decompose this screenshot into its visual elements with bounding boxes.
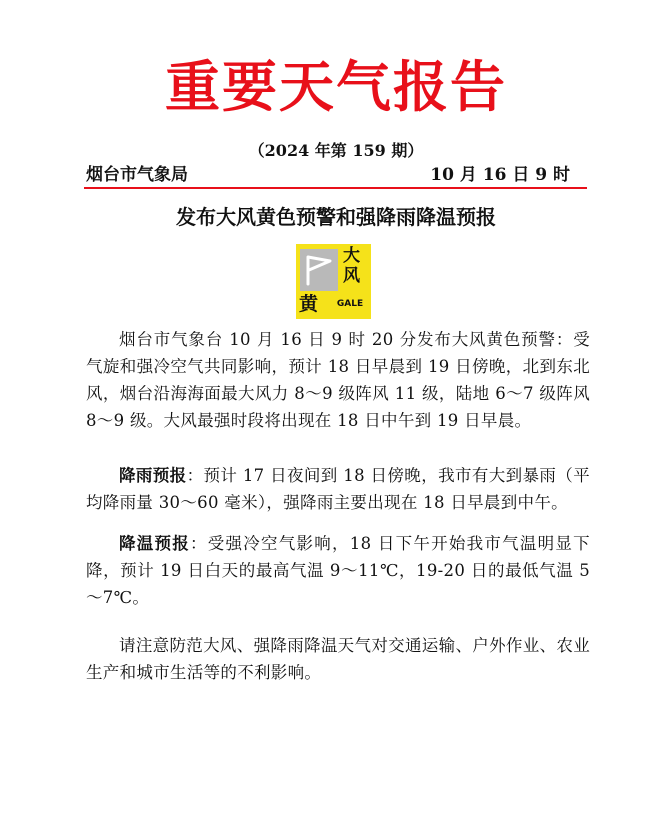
signal-color-char: 黄 (299, 293, 319, 315)
gale-warning-paragraph: 烟台市气象台 10 月 16 日 9 时 20 分发布大风黄色预警：受气旋和强冷空气共同影响，预计 18 日早晨到 19 日傍晚，北到东北风，烟台沿海海面最大风力 8～9 级阵风 11 级，陆地 6～7 级阵风 8～9 级。大风最强时段将出现在 18 日中午到 19 日早晨。 (86, 330, 590, 430)
issue-number: （2024 年第 159 期） (248, 141, 424, 160)
signal-char-2: 风 (343, 266, 360, 286)
signal-english-label: GALE (336, 299, 364, 309)
rain-forecast-label: 降雨预报 (119, 466, 187, 485)
rain-forecast-text: ：预计 17 日夜间到 18 日傍晚，我市有大到暴雨（平均降雨量 30～60 毫米），强降雨主要出现在 18 日早晨到中午。 (86, 466, 590, 512)
wind-flag-icon (300, 249, 338, 291)
signal-char-1: 大 (343, 246, 360, 266)
rain-forecast-paragraph (86, 462, 590, 516)
report-masthead: 重要天气报告 (164, 54, 507, 119)
cooling-forecast-label: 降温预报 (119, 534, 191, 553)
cooling-forecast-text: ：受强冷空气影响，18 日下午开始我市气温明显下降，预计 19 日白天的最高气温 9～11℃，19-20 日的最低气温 5～7℃。 (86, 534, 590, 607)
gale-yellow-warning-signal (296, 244, 371, 319)
report-headline: 发布大风黄色预警和强降雨降温预报 (176, 205, 496, 229)
cooling-forecast-paragraph (86, 530, 590, 611)
precaution-paragraph: 请注意防范大风、强降雨降温天气对交通运输、户外作业、农业生产和城市生活等的不利影响。 (86, 636, 590, 682)
issue-datetime: 10 月 16 日 9 时 (430, 165, 570, 185)
issuing-bureau: 烟台市气象局 (86, 165, 188, 185)
header-divider (84, 187, 587, 189)
